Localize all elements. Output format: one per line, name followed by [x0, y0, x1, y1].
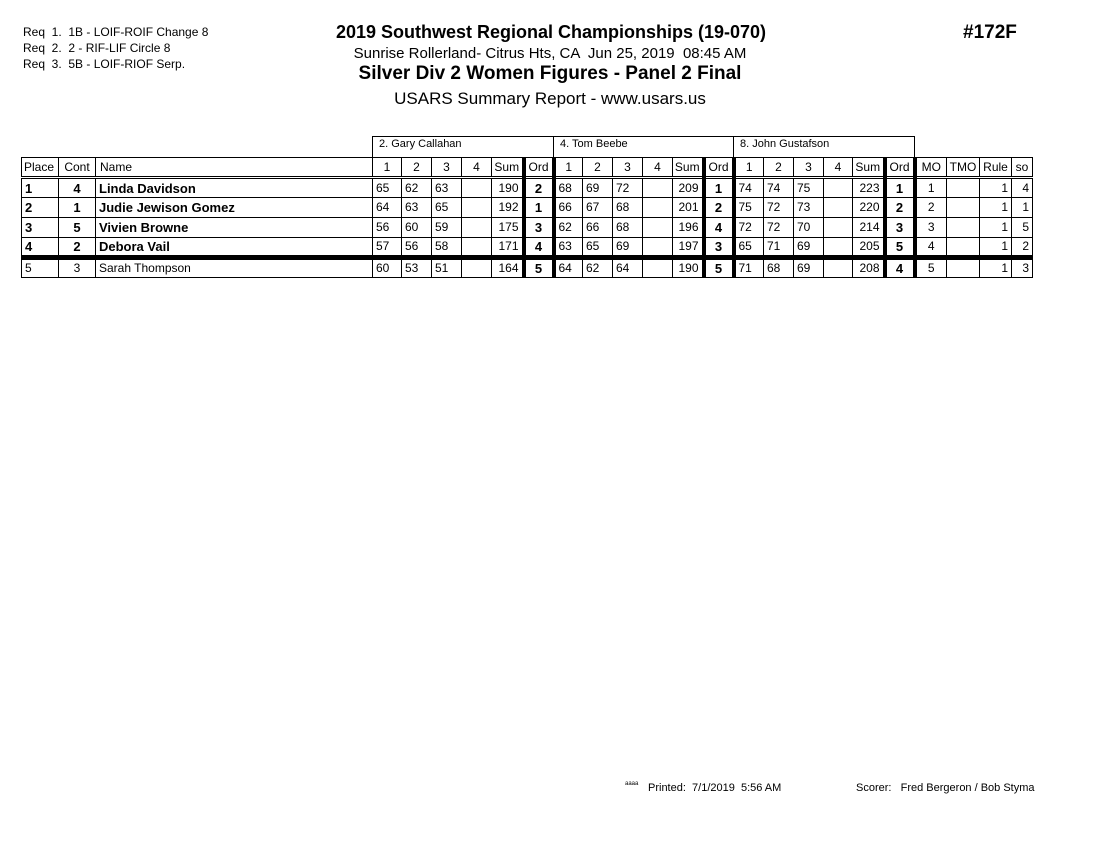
j3-score-4 [824, 178, 853, 198]
skater-name: Vivien Browne [96, 218, 373, 238]
results-table [21, 157, 1033, 278]
col-header-rule: Rule [980, 158, 1012, 178]
j1-score-2: 56 [402, 238, 432, 258]
j2-col-3: 3 [613, 158, 643, 178]
rule-cell: 1 [980, 238, 1012, 258]
j3-score-2: 71 [764, 238, 794, 258]
j3-score-2: 72 [764, 218, 794, 238]
j3-col-ord: Ord [885, 158, 915, 178]
j1-ord: 5 [524, 258, 554, 278]
mo-cell: 3 [915, 218, 947, 238]
j1-ord: 2 [524, 178, 554, 198]
skater-name: Linda Davidson [96, 178, 373, 198]
j3-sum: 220 [853, 198, 885, 218]
j3-score-3: 73 [794, 198, 824, 218]
j2-score-4 [643, 178, 673, 198]
j1-score-3: 58 [432, 238, 462, 258]
j1-score-3: 51 [432, 258, 462, 278]
j1-col-2: 2 [402, 158, 432, 178]
col-header-cont: Cont [59, 158, 96, 178]
j1-sum: 164 [492, 258, 524, 278]
j3-score-1: 72 [734, 218, 764, 238]
j3-col-3: 3 [794, 158, 824, 178]
j3-score-3: 69 [794, 258, 824, 278]
j1-score-4 [462, 178, 492, 198]
j1-score-4 [462, 238, 492, 258]
requirement-1: Req 1. 1B - LOIF-ROIF Change 8 [23, 25, 209, 39]
j3-score-1: 75 [734, 198, 764, 218]
cont-cell: 5 [59, 218, 96, 238]
j2-score-3: 69 [613, 238, 643, 258]
tmo-cell [947, 198, 980, 218]
j3-score-2: 74 [764, 178, 794, 198]
j2-sum: 190 [673, 258, 704, 278]
event-number: #172F [963, 22, 1017, 43]
table-header-row [22, 158, 1033, 178]
j3-score-3: 70 [794, 218, 824, 238]
j1-sum: 171 [492, 238, 524, 258]
j3-ord: 3 [885, 218, 915, 238]
j1-score-2: 53 [402, 258, 432, 278]
skater-name: Judie Jewison Gomez [96, 198, 373, 218]
j1-score-2: 63 [402, 198, 432, 218]
rule-cell: 1 [980, 178, 1012, 198]
j1-score-3: 63 [432, 178, 462, 198]
j2-score-3: 64 [613, 258, 643, 278]
j1-sum: 175 [492, 218, 524, 238]
j2-ord: 4 [704, 218, 734, 238]
j2-score-3: 68 [613, 218, 643, 238]
requirement-2: Req 2. 2 - RIF-LIF Circle 8 [23, 41, 171, 55]
scorer-names: Scorer: Fred Bergeron / Bob Styma [856, 782, 1035, 794]
col-header-name: Name [96, 158, 373, 178]
col-header-mo: MO [915, 158, 947, 178]
report-subtitle: USARS Summary Report - www.usars.us [394, 89, 706, 108]
place-cell: 3 [22, 218, 59, 238]
j1-col-4: 4 [462, 158, 492, 178]
j2-score-4 [643, 258, 673, 278]
j2-score-2: 67 [583, 198, 613, 218]
j3-ord: 4 [885, 258, 915, 278]
skater-name: Debora Vail [96, 238, 373, 258]
j1-score-4 [462, 218, 492, 238]
j1-score-4 [462, 258, 492, 278]
j3-score-3: 69 [794, 238, 824, 258]
j2-sum: 196 [673, 218, 704, 238]
judge-header-1: 2. Gary Callahan [372, 136, 554, 157]
j2-col-1: 1 [554, 158, 583, 178]
j2-score-2: 69 [583, 178, 613, 198]
j1-score-2: 62 [402, 178, 432, 198]
mo-cell: 4 [915, 238, 947, 258]
j2-score-2: 66 [583, 218, 613, 238]
tmo-cell [947, 178, 980, 198]
j2-ord: 2 [704, 198, 734, 218]
j2-score-1: 68 [554, 178, 583, 198]
j3-score-1: 65 [734, 238, 764, 258]
place-cell: 2 [22, 198, 59, 218]
j1-col-ord: Ord [524, 158, 554, 178]
j2-sum: 201 [673, 198, 704, 218]
table-row [22, 238, 1033, 258]
j1-col-1: 1 [373, 158, 402, 178]
j2-col-ord: Ord [704, 158, 734, 178]
j2-col-4: 4 [643, 158, 673, 178]
j3-ord: 5 [885, 238, 915, 258]
j3-score-4 [824, 198, 853, 218]
j3-score-2: 68 [764, 258, 794, 278]
j3-sum: 223 [853, 178, 885, 198]
table-row [22, 178, 1033, 198]
j3-score-4 [824, 218, 853, 238]
j1-score-1: 65 [373, 178, 402, 198]
j1-ord: 1 [524, 198, 554, 218]
j1-sum: 192 [492, 198, 524, 218]
j3-score-4 [824, 238, 853, 258]
requirement-3: Req 3. 5B - LOIF-RIOF Serp. [23, 57, 186, 71]
judge-header-3: 8. John Gustafson [733, 136, 915, 157]
j3-col-1: 1 [734, 158, 764, 178]
j2-sum: 197 [673, 238, 704, 258]
event-title: Silver Div 2 Women Figures - Panel 2 Final [358, 63, 742, 84]
j2-score-1: 62 [554, 218, 583, 238]
footer-code: aaaa [625, 781, 639, 787]
j2-score-2: 62 [583, 258, 613, 278]
j2-ord: 5 [704, 258, 734, 278]
place-cell: 1 [22, 178, 59, 198]
j3-sum: 205 [853, 238, 885, 258]
printed-timestamp: Printed: 7/1/2019 5:56 AM [648, 782, 782, 794]
j1-score-3: 59 [432, 218, 462, 238]
j1-score-2: 60 [402, 218, 432, 238]
j1-col-sum: Sum [492, 158, 524, 178]
j2-ord: 1 [704, 178, 734, 198]
rule-cell: 1 [980, 218, 1012, 238]
j2-col-2: 2 [583, 158, 613, 178]
col-header-so: so [1012, 158, 1033, 178]
place-cell: 4 [22, 238, 59, 258]
j1-score-1: 64 [373, 198, 402, 218]
j2-col-sum: Sum [673, 158, 704, 178]
j3-score-4 [824, 258, 853, 278]
j2-score-1: 63 [554, 238, 583, 258]
j3-sum: 214 [853, 218, 885, 238]
table-row [22, 218, 1033, 238]
j1-sum: 190 [492, 178, 524, 198]
j2-score-4 [643, 218, 673, 238]
j3-ord: 1 [885, 178, 915, 198]
rule-cell: 1 [980, 258, 1012, 278]
j1-score-3: 65 [432, 198, 462, 218]
judge-header-2: 4. Tom Beebe [553, 136, 734, 157]
j1-score-1: 60 [373, 258, 402, 278]
tmo-cell [947, 238, 980, 258]
j1-score-1: 56 [373, 218, 402, 238]
j2-score-3: 72 [613, 178, 643, 198]
j2-sum: 209 [673, 178, 704, 198]
competition-title: 2019 Southwest Regional Championships (19-070) [335, 22, 767, 42]
cont-cell: 3 [59, 258, 96, 278]
place-cell: 5 [22, 258, 59, 278]
j1-ord: 3 [524, 218, 554, 238]
mo-cell: 2 [915, 198, 947, 218]
j2-score-2: 65 [583, 238, 613, 258]
so-cell: 4 [1012, 178, 1033, 198]
location-datetime: Sunrise Rollerland- Citrus Hts, CA Jun 25, 2019 08:45 AM [353, 45, 747, 62]
j3-col-2: 2 [764, 158, 794, 178]
j1-col-3: 3 [432, 158, 462, 178]
j1-score-1: 57 [373, 238, 402, 258]
j3-sum: 208 [853, 258, 885, 278]
mo-cell: 1 [915, 178, 947, 198]
j3-score-1: 71 [734, 258, 764, 278]
so-cell: 5 [1012, 218, 1033, 238]
j2-ord: 3 [704, 238, 734, 258]
cont-cell: 2 [59, 238, 96, 258]
j3-score-3: 75 [794, 178, 824, 198]
j3-ord: 2 [885, 198, 915, 218]
col-header-place: Place [22, 158, 59, 178]
j2-score-4 [643, 238, 673, 258]
j3-score-1: 74 [734, 178, 764, 198]
col-header-tmo: TMO [947, 158, 980, 178]
so-cell: 1 [1012, 198, 1033, 218]
j2-score-1: 66 [554, 198, 583, 218]
j1-ord: 4 [524, 238, 554, 258]
j2-score-3: 68 [613, 198, 643, 218]
j2-score-4 [643, 198, 673, 218]
mo-cell: 5 [915, 258, 947, 278]
j3-col-sum: Sum [853, 158, 885, 178]
table-row [22, 258, 1033, 278]
skater-name: Sarah Thompson [96, 258, 373, 278]
j1-score-4 [462, 198, 492, 218]
rule-cell: 1 [980, 198, 1012, 218]
so-cell: 3 [1012, 258, 1033, 278]
j3-col-4: 4 [824, 158, 853, 178]
j3-score-2: 72 [764, 198, 794, 218]
tmo-cell [947, 258, 980, 278]
tmo-cell [947, 218, 980, 238]
so-cell: 2 [1012, 238, 1033, 258]
cont-cell: 4 [59, 178, 96, 198]
j2-score-1: 64 [554, 258, 583, 278]
table-row [22, 198, 1033, 218]
cont-cell: 1 [59, 198, 96, 218]
